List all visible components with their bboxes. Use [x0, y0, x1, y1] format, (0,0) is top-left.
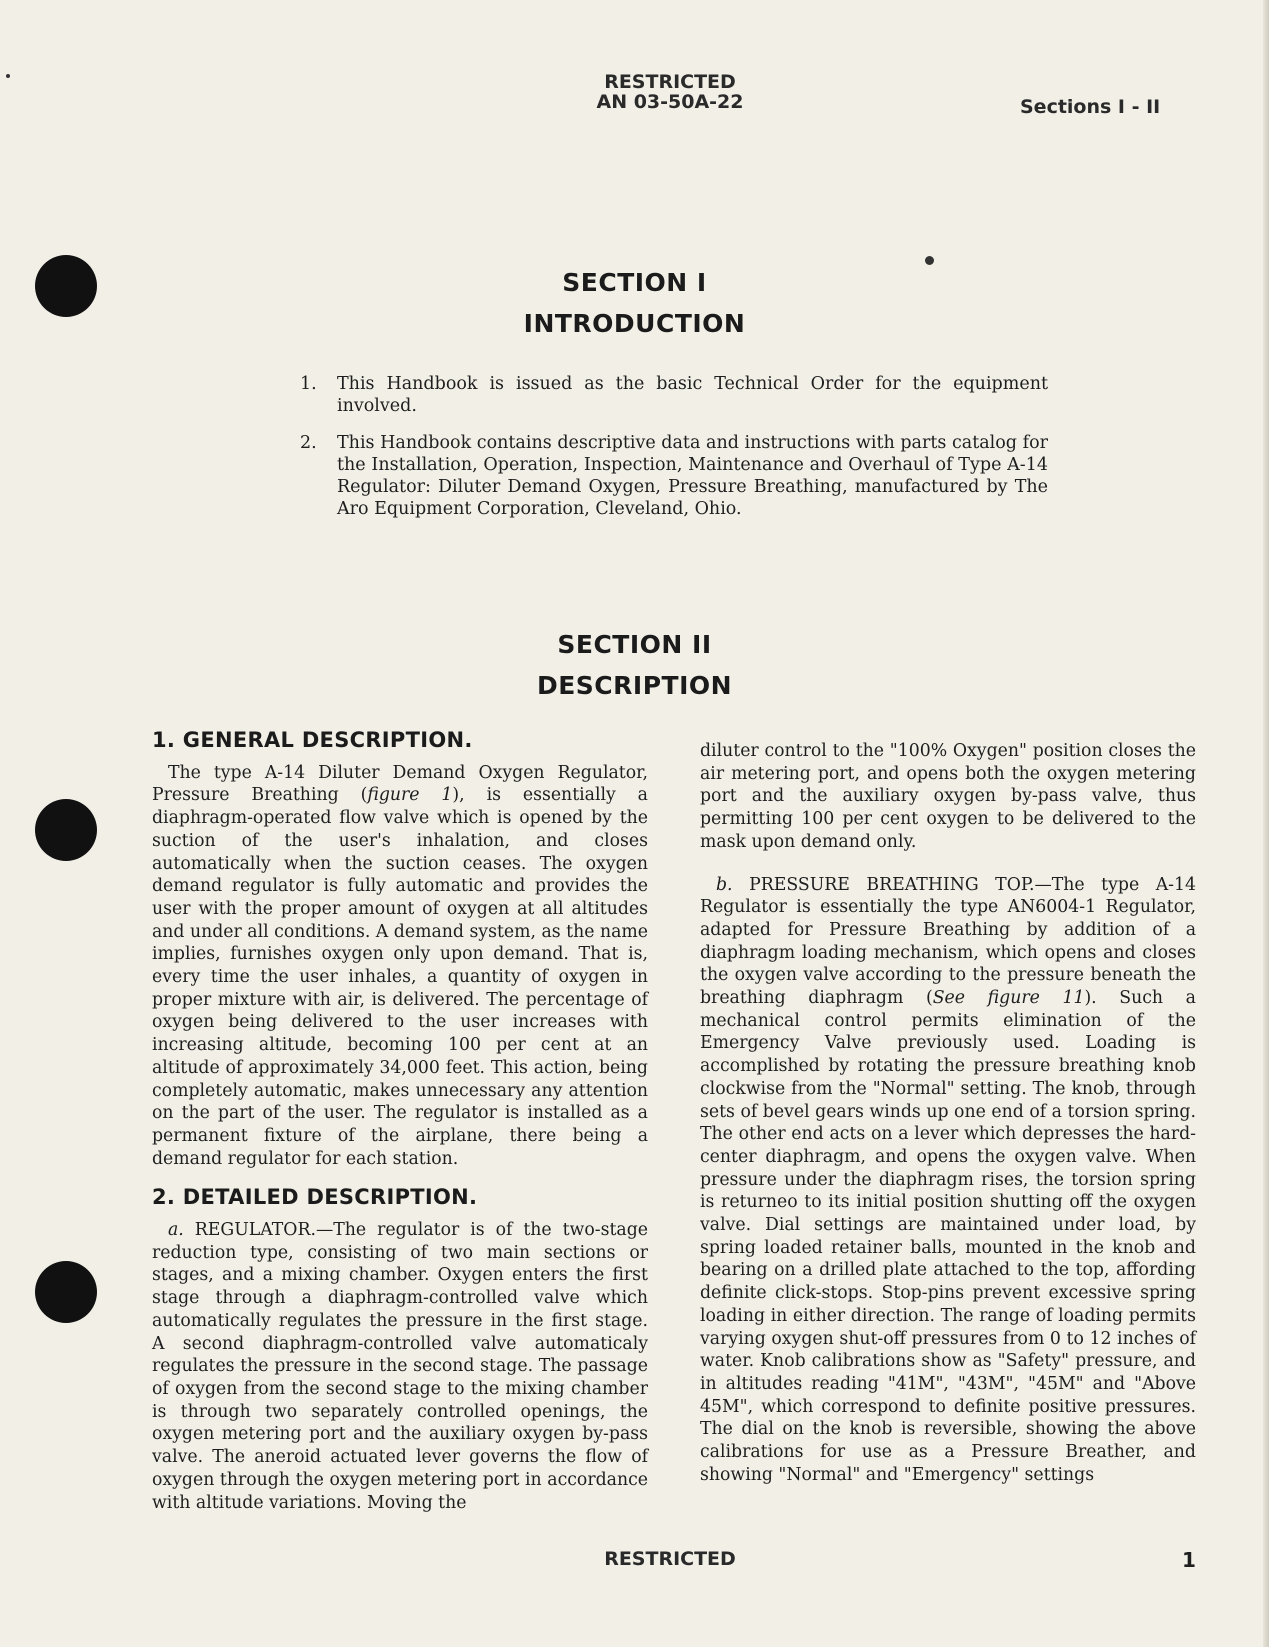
- pressure-breathing-top-title: PRESSURE BREATHING TOP.: [749, 874, 1035, 895]
- item-label: b.: [716, 874, 733, 895]
- section2-heading: SECTION II: [557, 630, 712, 659]
- right-column: [700, 740, 1196, 1487]
- regulator-title: REGULATOR.: [194, 1220, 316, 1241]
- intro-list: [300, 373, 1048, 535]
- item-label: a.: [168, 1220, 184, 1241]
- regulator-paragraph: a. REGULATOR.—The regulator is of the two-stage reduction type, consisting of two main sections or stages, and a mixing chamber. Oxygen enters the first stage through a diaphragm-controlled valve which automatically regulates the pressure in the first stage. A second diaphragm-controlled valve automaticaly regulates the pressure in the second stage. The passage of oxygen from the second stage to the mixing chamber is through two separately controlled openings, the oxygen metering port and the auxiliary oxygen by-pass valve. The aneroid actuated lever governs the flow of oxygen through the oxygen metering port in accordance with altitude variations. Moving the: [152, 1220, 648, 1513]
- general-description-heading: 1. GENERAL DESCRIPTION.: [152, 728, 473, 752]
- page-edge: [1263, 0, 1269, 1647]
- page-number: 1: [1182, 1548, 1196, 1572]
- intro-item-2: [300, 432, 1048, 520]
- footer-classification: RESTRICTED: [604, 1548, 736, 1570]
- detailed-description-heading: 2. DETAILED DESCRIPTION.: [152, 1185, 478, 1210]
- left-column: [152, 729, 648, 1514]
- intro-item-number: 1.: [300, 374, 317, 394]
- ink-speck: [925, 256, 934, 265]
- page-header: [560, 72, 780, 112]
- regulator-paragraph-continued: diluter control to the "100% Oxygen" position closes the air metering port, and opens both the oxygen metering port and the auxiliary oxygen by-pass valve, thus permitting 100 per cent oxygen to be delivered to the mask upon demand only.: [700, 741, 1196, 852]
- binder-hole-middle: [35, 799, 97, 861]
- figure-reference: See figure 11: [932, 988, 1085, 1009]
- header-classification: RESTRICTED: [604, 71, 736, 93]
- intro-item-text: This Handbook contains descriptive data and instructions with parts catalog for the Installation, Operation, Inspection, Maintenance and Overhaul of Type A-14 Regulator: Diluter Demand Oxygen, Pressure Breathing, manufactured by The Aro Equipment Corporation, Cleveland, Ohio.: [337, 433, 1048, 519]
- ink-speck: [6, 74, 10, 78]
- binder-hole-bottom: [35, 1261, 97, 1323]
- figure-reference: figure 1: [367, 785, 453, 806]
- general-description-paragraph: The type A-14 Diluter Demand Oxygen Regulator, Pressure Breathing (figure 1), is essentially a diaphragm-operated flow valve which is opened by the suction of the user's inhalation, and closes automatically when the suction ceases. The oxygen demand regulator is fully automatic and provides the user with the proper amount of oxygen at all altitudes and under all conditions. A demand system, as the name implies, furnishes oxygen only upon demand. That is, every time the user inhales, a quantity of oxygen in proper mixture with air, is delivered. The percentage of oxygen being delivered to the user increases with increasing altitude, becoming 100 per cent at an altitude of approximately 34,000 feet. This action, being completely automatic, makes unnecessary any attention on the part of the user. The regulator is installed as a permanent fixture of the airplane, there being a demand regulator for each station.: [152, 762, 648, 1169]
- section1-heading: SECTION I: [562, 268, 707, 297]
- section1-title: INTRODUCTION: [523, 309, 746, 338]
- header-doc-number: AN 03-50A-22: [596, 91, 744, 113]
- section2-title: DESCRIPTION: [536, 671, 733, 700]
- header-sections-label: Sections I - II: [1020, 96, 1161, 118]
- intro-item-number: 2.: [300, 433, 317, 453]
- pressure-breathing-top-paragraph: b. PRESSURE BREATHING TOP.—The type A-14 Regulator is essentially the type AN6004-1 Regulator, adapted for Pressure Breathing by addition of a diaphragm loading mechanism, which opens and closes the oxygen valve according to the pressure beneath the breathing diaphragm (See figure 11). Such a mechanical control permits elimination of the Emergency Valve previously used. Loading is accomplished by rotating the pressure breathing knob clockwise from the "Normal" setting. The knob, through sets of bevel gears winds up one end of a torsion spring. The other end acts on a lever which depresses the hard-center diaphragm, and opens the oxygen valve. When pressure under the diaphragm rises, the torsion spring is returneo to its initial position shutting off the oxygen valve. Dial settings are maintained under load, by spring loaded retainer balls, mounted in the knob and bearing on a drilled plate attached to the top, affording definite click-stops. Stop-pins prevent excessive spring loading in either direction. The range of loading permits varying oxygen shut-off pressures from 0 to 12 inches of water. Knob calibrations show as "Safety" pressure, and in altitudes reading "41M", "43M", "45M" and "Above 45M", which correspond to definite positive pressures. The dial on the knob is reversible, showing the above calibrations for use as a Pressure Breather, and showing "Normal" and "Emergency" settings: [700, 874, 1196, 1485]
- intro-item-text: This Handbook is issued as the basic Technical Order for the equipment involved.: [337, 374, 1048, 416]
- intro-item-1: [300, 373, 1048, 417]
